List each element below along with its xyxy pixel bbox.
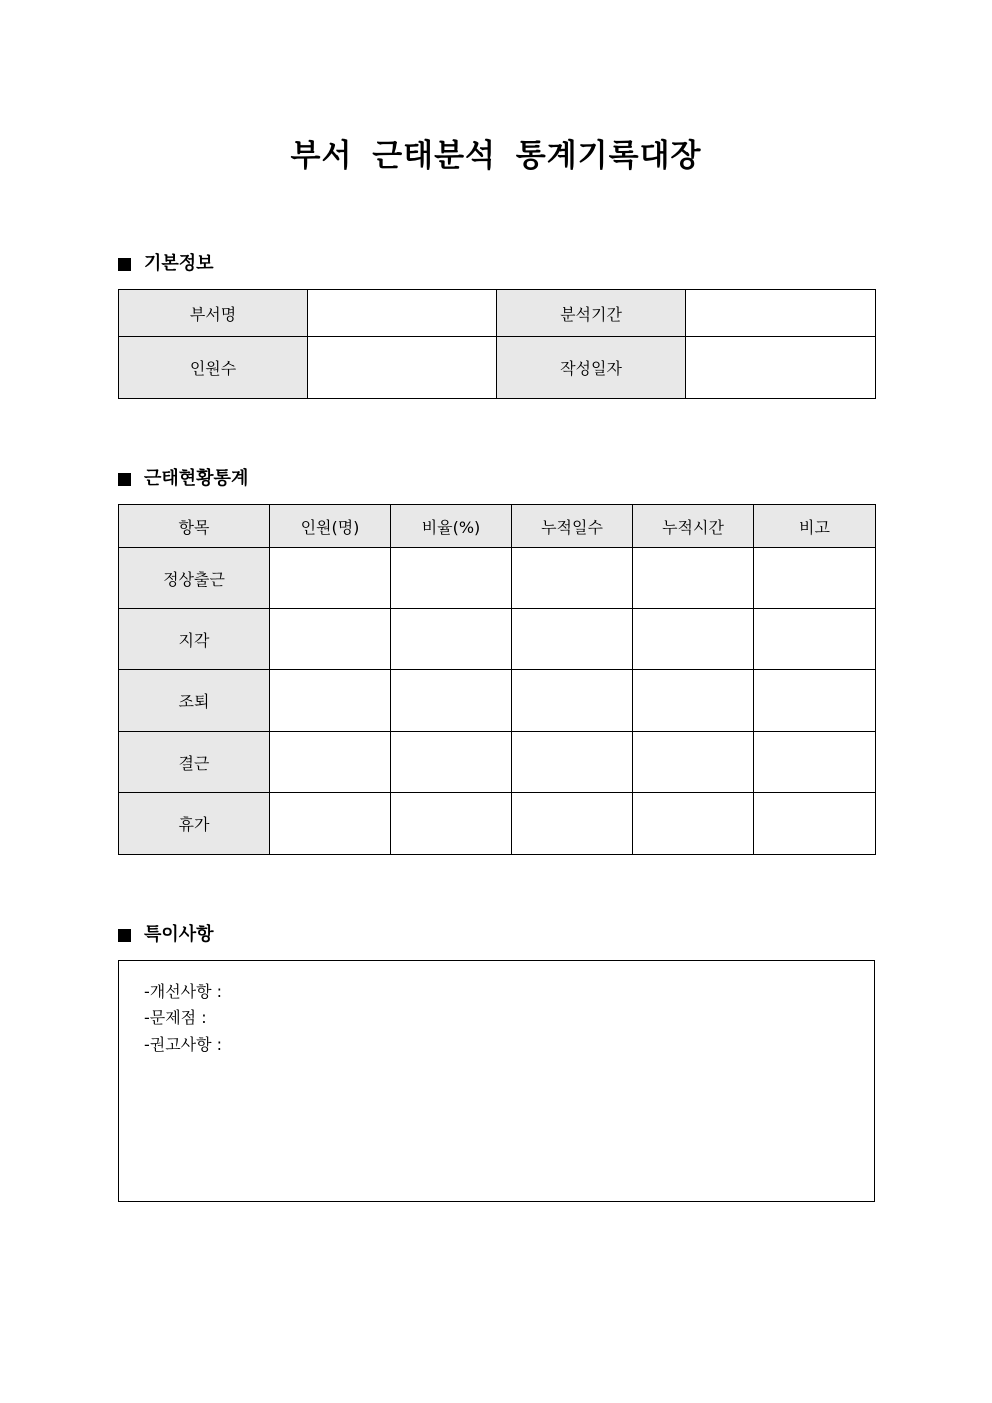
table-cell[interactable]	[512, 670, 633, 732]
table-cell[interactable]	[754, 548, 876, 609]
square-bullet-icon	[118, 929, 131, 942]
table-cell[interactable]	[633, 670, 754, 732]
table-row	[119, 337, 876, 399]
field-value-dept-name[interactable]	[308, 290, 497, 337]
table-cell[interactable]	[754, 793, 876, 855]
table-cell[interactable]	[270, 609, 391, 670]
row-label: 지각	[119, 609, 270, 670]
section-heading-label: 특이사항	[144, 924, 214, 945]
section-heading-label: 기본정보	[144, 253, 214, 274]
table-cell[interactable]	[633, 793, 754, 855]
table-cell[interactable]	[512, 609, 633, 670]
column-header: 비고	[754, 505, 876, 548]
field-label-period: 분석기간	[497, 290, 686, 337]
table-row	[119, 548, 876, 609]
row-label: 휴가	[119, 793, 270, 855]
table-cell[interactable]	[391, 548, 512, 609]
square-bullet-icon	[118, 473, 131, 486]
table-cell[interactable]	[270, 548, 391, 609]
section-heading-stats	[118, 467, 248, 491]
table-cell[interactable]	[391, 732, 512, 793]
column-header: 누적시간	[633, 505, 754, 548]
notes-line-problem: -문제점 :	[144, 1008, 207, 1027]
table-cell[interactable]	[270, 670, 391, 732]
table-cell[interactable]	[270, 793, 391, 855]
table-row	[119, 609, 876, 670]
column-header: 누적일수	[512, 505, 633, 548]
notes-box[interactable]	[118, 960, 875, 1202]
table-cell[interactable]	[754, 670, 876, 732]
column-header: 인원(명)	[270, 505, 391, 548]
notes-line-improvement: -개선사항 :	[144, 982, 223, 1001]
table-cell[interactable]	[633, 732, 754, 793]
table-cell[interactable]	[512, 732, 633, 793]
notes-line-recommendation: -권고사항 :	[144, 1035, 223, 1054]
table-cell[interactable]	[512, 548, 633, 609]
field-label-dept-name: 부서명	[119, 290, 308, 337]
table-cell[interactable]	[270, 732, 391, 793]
section-heading-notes	[118, 923, 214, 947]
field-value-headcount[interactable]	[308, 337, 497, 399]
table-cell[interactable]	[754, 609, 876, 670]
table-cell[interactable]	[754, 732, 876, 793]
table-row	[119, 732, 876, 793]
row-label: 결근	[119, 732, 270, 793]
table-cell[interactable]	[633, 548, 754, 609]
table-cell[interactable]	[391, 609, 512, 670]
page-title: 부서 근태분석 통계기록대장	[290, 138, 702, 174]
basic-info-table	[118, 289, 876, 399]
table-cell[interactable]	[391, 793, 512, 855]
table-row	[119, 290, 876, 337]
field-label-headcount: 인원수	[119, 337, 308, 399]
column-header: 항목	[119, 505, 270, 548]
square-bullet-icon	[118, 258, 131, 271]
row-label: 정상출근	[119, 548, 270, 609]
table-row	[119, 670, 876, 732]
table-cell[interactable]	[391, 670, 512, 732]
field-label-date: 작성일자	[497, 337, 686, 399]
section-heading-label: 근태현황통계	[144, 468, 249, 489]
field-value-date[interactable]	[686, 337, 876, 399]
field-value-period[interactable]	[686, 290, 876, 337]
table-header-row	[119, 505, 876, 548]
row-label: 조퇴	[119, 670, 270, 732]
column-header: 비율(%)	[391, 505, 512, 548]
attendance-stats-table	[118, 504, 876, 855]
table-cell[interactable]	[512, 793, 633, 855]
section-heading-basic-info	[118, 252, 214, 276]
table-row	[119, 793, 876, 855]
table-cell[interactable]	[633, 609, 754, 670]
